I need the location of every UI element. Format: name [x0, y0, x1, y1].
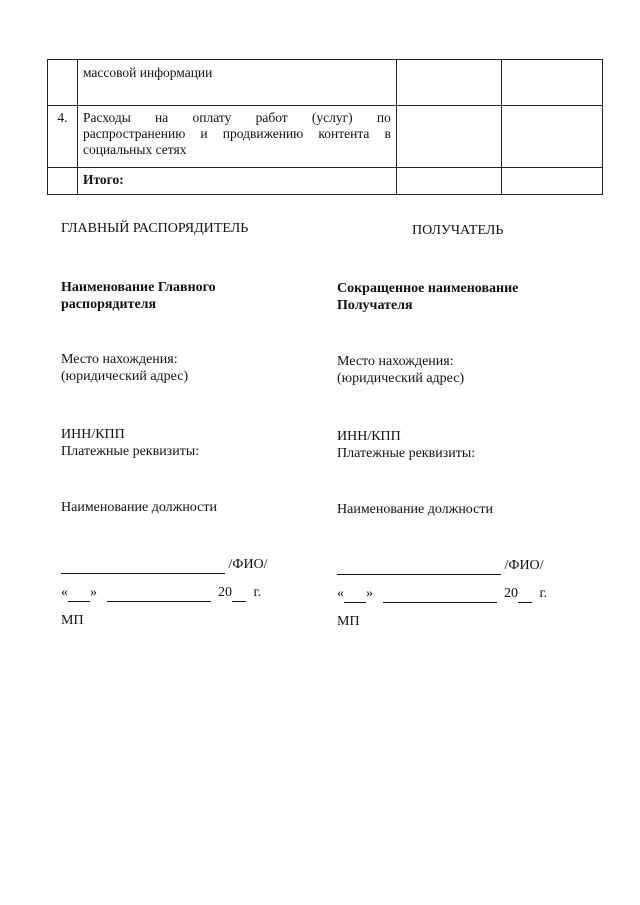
right-signature-line [337, 557, 544, 575]
left-location-label: Место нахождения: [61, 352, 178, 367]
left-fio-label: /ФИО/ [228, 557, 268, 572]
right-date-line [337, 585, 547, 603]
left-signature-line [61, 556, 268, 574]
table-row [48, 60, 603, 106]
left-payment-label: Платежные реквизиты: [61, 444, 200, 459]
right-location-sublabel: (юридический адрес) [337, 371, 465, 386]
right-payment-label: Платежные реквизиты: [337, 446, 476, 461]
left-stamp-label: МП [61, 613, 84, 628]
left-org-name-line2: распорядителя [61, 297, 157, 312]
month-blank [107, 584, 211, 602]
year-blank [518, 585, 532, 603]
right-role-heading: ПОЛУЧАТЕЛЬ [412, 223, 504, 238]
row-value-cell [502, 168, 603, 195]
day-blank [68, 584, 90, 602]
left-role-heading: ГЛАВНЫЙ РАСПОРЯДИТЕЛЬ [61, 221, 249, 236]
year-blank [232, 584, 246, 602]
quote-close: » [90, 585, 97, 600]
signature-blank [337, 557, 501, 575]
table-row [48, 106, 603, 168]
quote-open: « [61, 585, 68, 600]
day-blank [344, 585, 366, 603]
row-value-cell [396, 60, 502, 106]
row-value-cell [396, 106, 502, 168]
row-number [48, 60, 78, 106]
right-inn-label: ИНН/КПП [337, 429, 401, 444]
year-suffix: г. [539, 586, 548, 601]
row-name: массовой информации [77, 60, 396, 106]
year-prefix: 20 [504, 586, 518, 601]
row-value-cell [396, 168, 502, 195]
year-suffix: г. [253, 585, 262, 600]
right-position-label: Наименование должности [337, 502, 493, 517]
budget-table [47, 59, 603, 195]
right-org-name-line2: Получателя [337, 298, 413, 313]
quote-open: « [337, 586, 344, 601]
right-location-label: Место нахождения: [337, 354, 454, 369]
left-location-sublabel: (юридический адрес) [61, 369, 189, 384]
left-position-label: Наименование должности [61, 500, 217, 515]
left-date-line [61, 584, 261, 602]
row-number: 4. [48, 106, 78, 168]
row-number [48, 168, 78, 195]
right-fio-label: /ФИО/ [504, 558, 544, 573]
left-org-name-line1: Наименование Главного [61, 280, 216, 295]
right-stamp-label: МП [337, 614, 360, 629]
month-blank [383, 585, 497, 603]
total-label: Итого: [77, 168, 396, 195]
row-name: Расходы на оплату работ (услуг) по распространению и продвижению контента в социальных сетях [77, 106, 396, 168]
left-inn-label: ИНН/КПП [61, 427, 125, 442]
year-prefix: 20 [218, 585, 232, 600]
right-org-name-line1: Сокращенное наименование [337, 281, 519, 296]
signature-blank [61, 556, 225, 574]
quote-close: » [366, 586, 373, 601]
row-value-cell [502, 106, 603, 168]
table-row [48, 168, 603, 195]
row-value-cell [502, 60, 603, 106]
